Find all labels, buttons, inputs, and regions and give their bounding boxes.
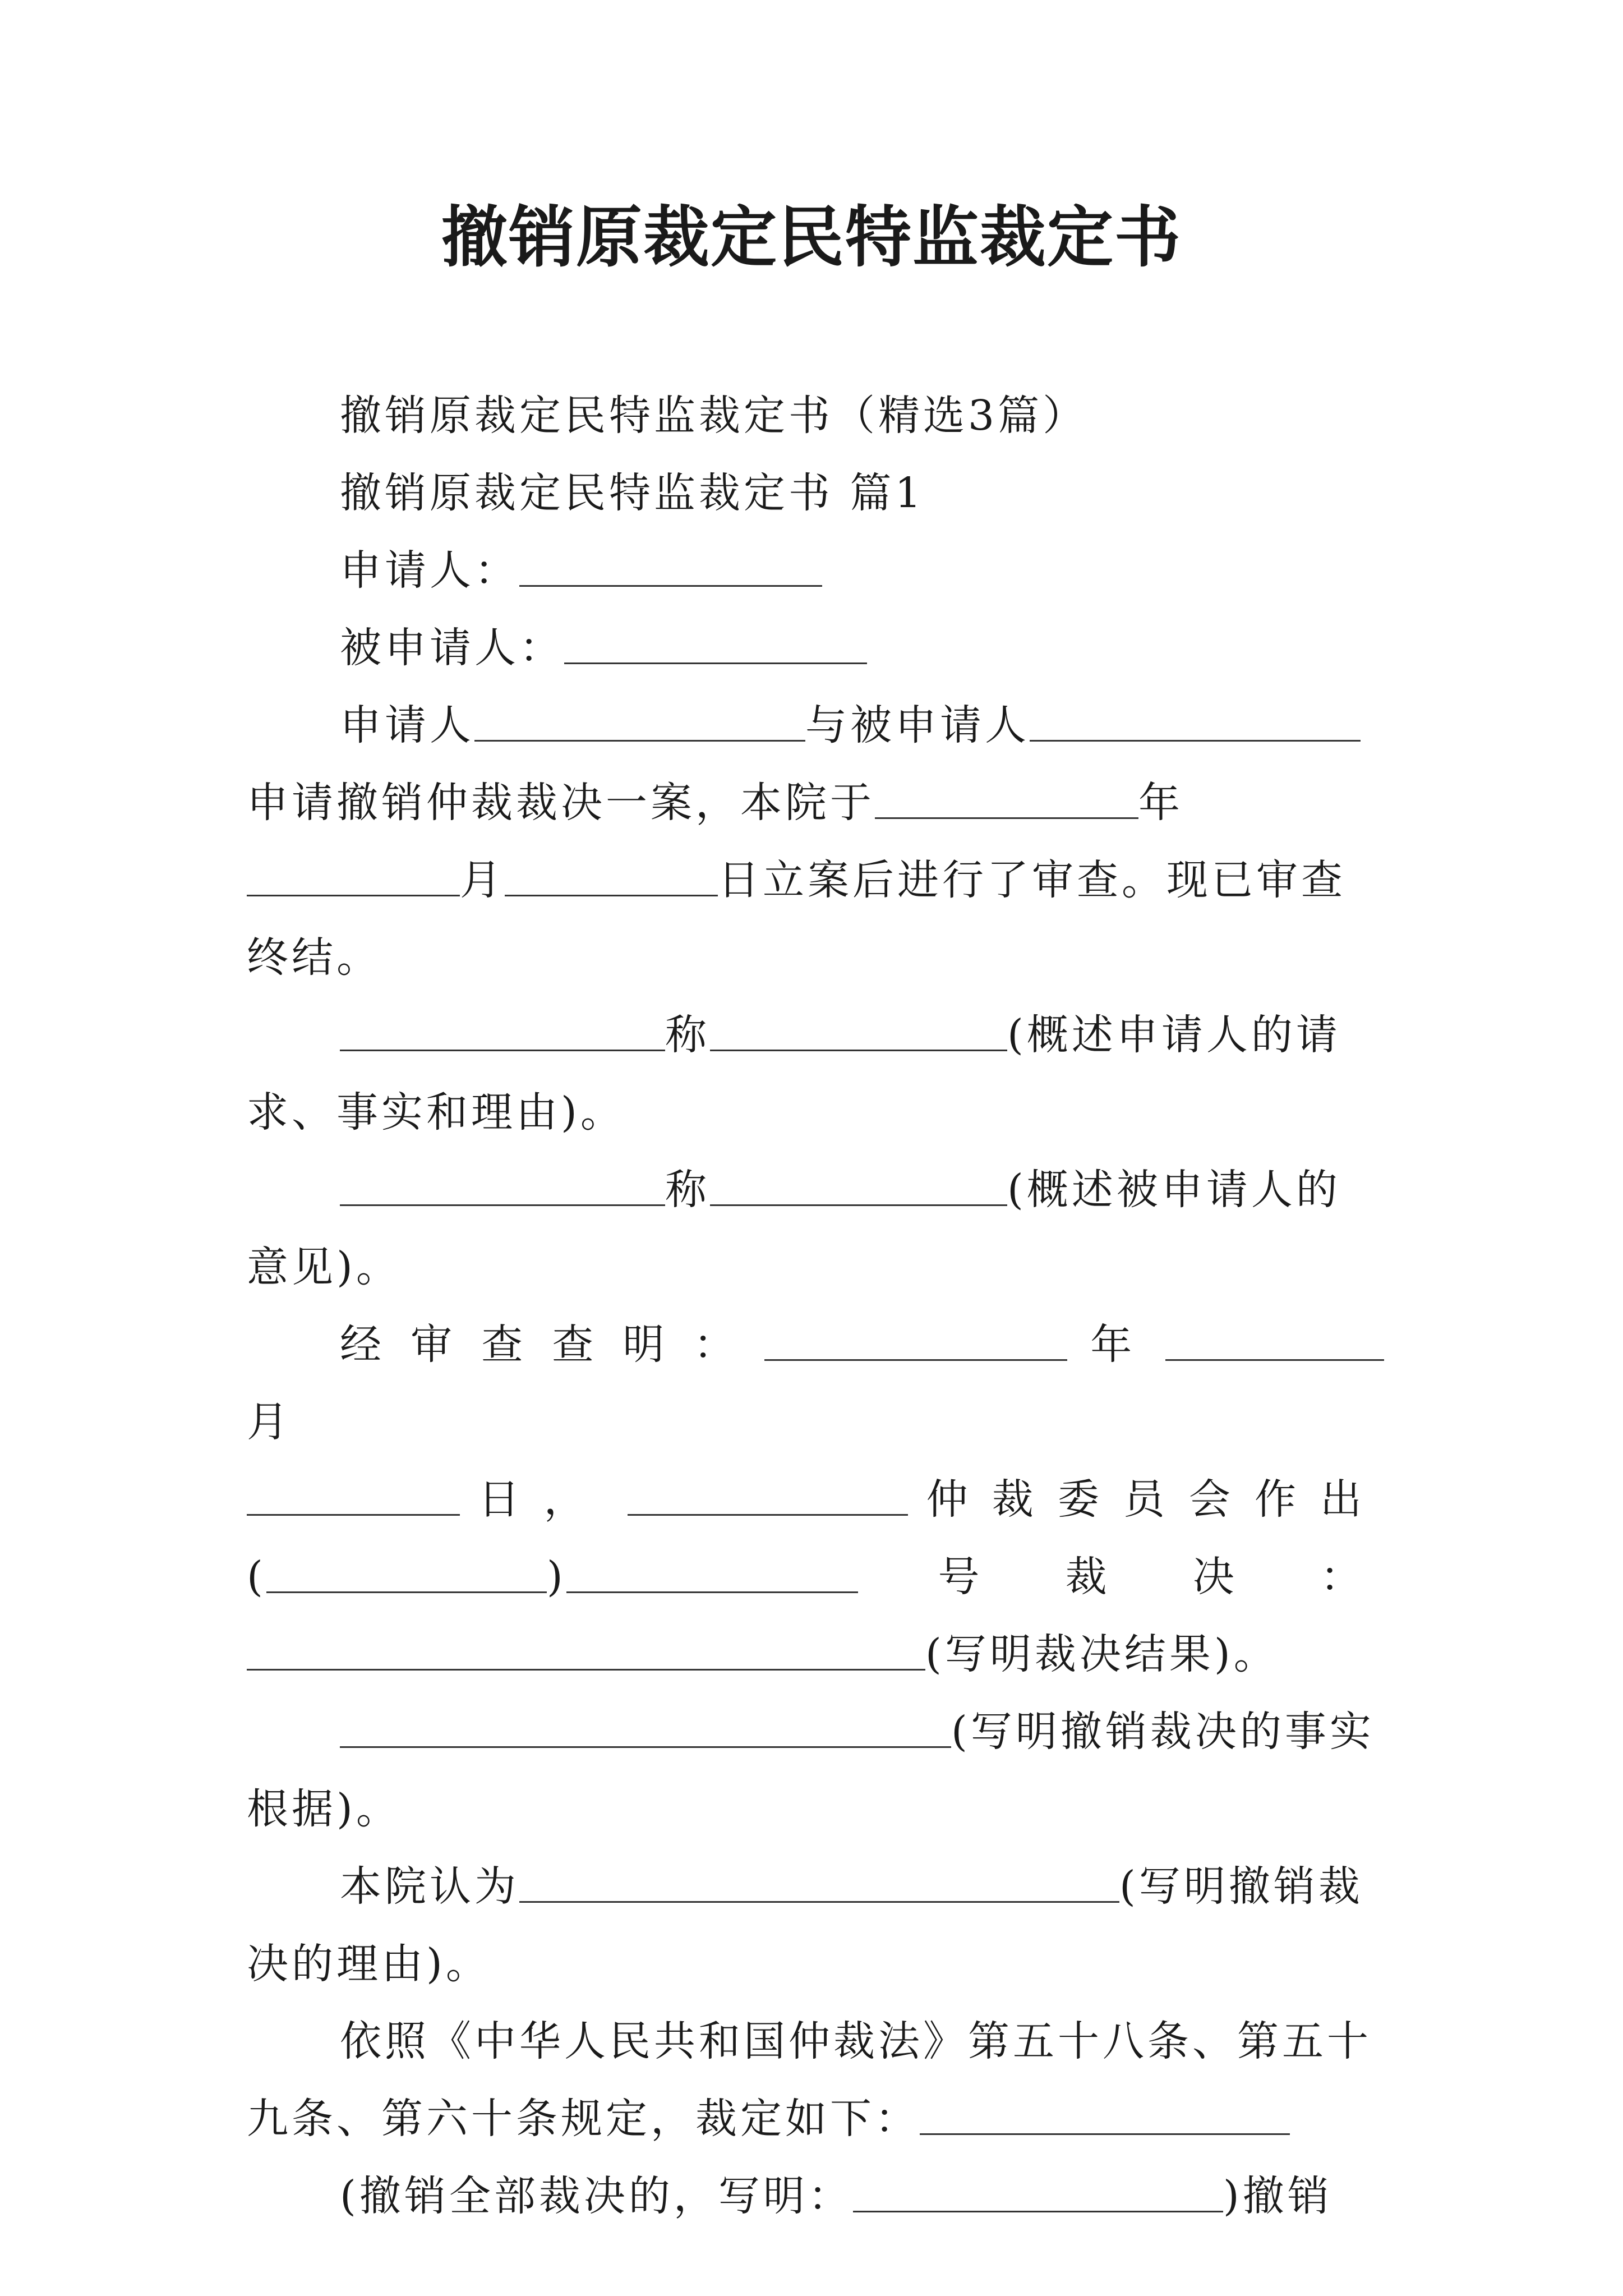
blank-field (340, 1713, 951, 1748)
blank-field (710, 1016, 1007, 1051)
document-body (247, 377, 1384, 2235)
document-title: 撤销原裁定民特监裁定书 (441, 198, 1182, 276)
paragraph-text: (概述被申请人的意见)。 (247, 1166, 1341, 1291)
subtitle-line: 撤销原裁定民特监裁定书（精选3篇） (340, 392, 1088, 440)
paragraph-text: (写明撤销裁决的理由)。 (247, 1862, 1363, 1988)
paragraph-respondent-opinion (247, 1151, 1384, 1306)
respondent-line (247, 609, 1384, 687)
paragraph-text: 年 (1090, 1320, 1142, 1369)
paragraph-text: 日立案后进行了审查。现已审查终结。 (247, 856, 1346, 982)
blank-field (519, 1867, 1119, 1903)
section-heading: 撤销原裁定民特监裁定书 篇1 (340, 469, 925, 517)
paragraph-text: (写明裁决结果)。 (925, 1630, 1279, 1678)
blank-field (266, 1558, 547, 1593)
respondent-blank (564, 629, 867, 664)
blank-field (505, 861, 718, 896)
applicant-line (247, 532, 1384, 609)
blank-field (628, 1480, 908, 1516)
blank-field (764, 1326, 1067, 1361)
paragraph-court-opinion (247, 1848, 1384, 2003)
paragraph-text: (概述申请人的请求、事实和理由)。 (247, 1011, 1341, 1137)
paragraph-text: 称 (665, 1166, 710, 1214)
paragraph-findings-cont3 (247, 1616, 1384, 1693)
paragraph-ruling (247, 2157, 1384, 2235)
blank-field (875, 784, 1138, 819)
paragraph-findings-cont1 (247, 1461, 1384, 1538)
paragraph-text: 经审查查明： (340, 1320, 764, 1369)
blank-field (1030, 706, 1361, 742)
paragraph-text: 号裁决： (938, 1553, 1384, 1601)
paragraph-case-filing (247, 687, 1384, 996)
paragraph-applicant-claim (247, 996, 1384, 1151)
paragraph-text: 年 (1138, 779, 1183, 827)
paragraph-text: 月 (247, 1398, 292, 1446)
blank-field (247, 1635, 925, 1671)
blank-field (247, 1480, 460, 1516)
blank-field (340, 1016, 665, 1051)
blank-field (247, 861, 460, 896)
paragraph-text: 称 (665, 1011, 710, 1059)
applicant-label: 申请人： (340, 546, 519, 595)
blank-field (566, 1558, 858, 1593)
applicant-blank (519, 551, 822, 587)
paragraph-text: )撤销 (1223, 2172, 1332, 2220)
paragraph-text: 依照《中华人民共和国仲裁法》第五十八条、第五十九条、第六十条规定，裁定如下： (247, 2017, 1372, 2143)
paragraph-text: (撤销全部裁决的，写明： (340, 2172, 853, 2220)
blank-field (920, 2100, 1290, 2135)
blank-field (474, 706, 805, 742)
paragraph-text: 申请撤销仲裁裁决一案，本院于 (247, 779, 875, 827)
paragraph-text: 仲裁委员会作出 (926, 1475, 1384, 1524)
paragraph-text: ) (546, 1553, 566, 1601)
paragraph-text: 本院认为 (340, 1862, 519, 1911)
paragraph-findings-cont2 (247, 1538, 1384, 1616)
blank-field (1165, 1326, 1384, 1361)
respondent-label: 被申请人： (340, 624, 564, 672)
blank-field (853, 2177, 1223, 2212)
blank-field (710, 1171, 1007, 1206)
blank-field (340, 1171, 665, 1206)
paragraph-text: 与被申请人 (805, 701, 1030, 749)
paragraph-text: 月 (460, 856, 505, 904)
paragraph-text: (写明撤销裁决的事实根据)。 (247, 1708, 1375, 1833)
paragraph-text: 申请人 (340, 701, 474, 749)
paragraph-legal-basis (247, 2003, 1384, 2157)
paragraph-text: ( (247, 1553, 266, 1601)
paragraph-text: 日， (478, 1475, 610, 1524)
paragraph-fact-basis (247, 1693, 1384, 1848)
paragraph-findings (247, 1306, 1384, 1461)
